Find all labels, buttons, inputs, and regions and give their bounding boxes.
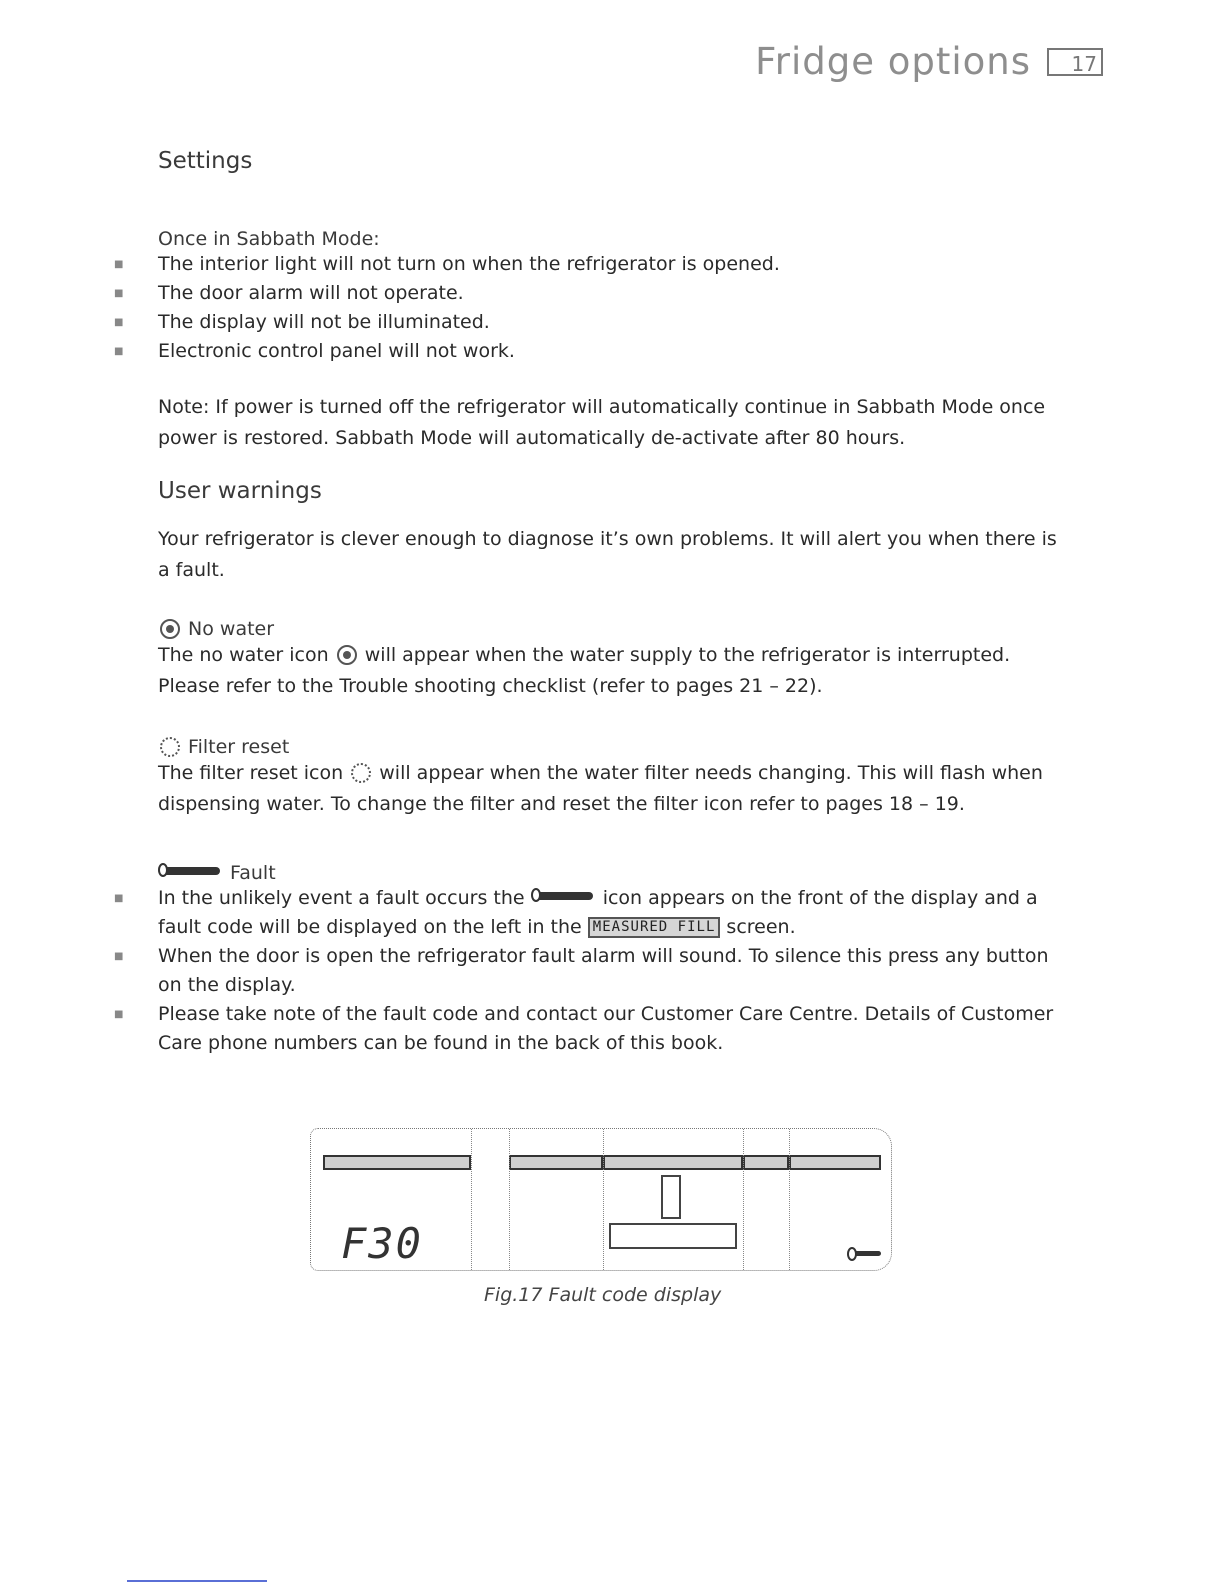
sabbath-list [158,250,1078,366]
settings-heading: Settings [158,148,253,174]
filter-reset-icon [160,737,180,757]
page-header [755,40,1103,83]
note-line: Note: If power is turned off the refrigerator will automatically continue in Sabbath Mode once [158,396,1046,418]
text-run: Please take note of the fault code and contact our Customer Care Centre. Details of Customer [158,1003,1054,1025]
warnings-intro [158,524,1078,586]
display-segment-bar [509,1155,603,1170]
text-run: will appear when the water filter needs changing. This will flash when [379,762,1043,784]
text-line: Please refer to the Trouble shooting checklist (refer to pages 21 – 22). [158,675,823,697]
display-fill-box [609,1223,737,1249]
main-content [158,148,1078,1058]
no-water-icon [337,645,357,665]
text-run: icon appears on the front of the display and a [602,887,1038,909]
display-level-indicator [661,1175,681,1219]
figure-caption: Fig.17 Fault code display [484,1284,722,1306]
list-item [158,1000,1078,1058]
fault-title: Fault [230,862,276,884]
display-divider [603,1129,604,1270]
display-divider [743,1129,744,1270]
list-item: ■ Electronic control panel will not work. [158,337,1078,366]
text-run: will appear when the water supply to the refrigerator is interrupted. [364,644,1011,666]
display-segment-bar [743,1155,789,1170]
no-water-icon [160,619,180,639]
text-run: screen. [726,916,796,938]
filter-reset-title: Filter reset [188,736,290,758]
display-divider [471,1129,472,1270]
text-run: Care phone numbers can be found in the back of this book. [158,1032,724,1054]
text-run: fault code will be displayed on the left in the [158,916,582,938]
text-run: In the unlikely event a fault occurs the [158,887,525,909]
display-divider [789,1129,790,1270]
filter-reset-section [158,736,1078,820]
text-line: dispensing water. To change the filter and reset the filter icon refer to pages 18 – 19. [158,793,965,815]
footer-rule [127,1580,267,1582]
text-run: on the display. [158,974,296,996]
page-number: 17 [1047,48,1103,76]
display-divider [509,1129,510,1270]
text-run: When the door is open the refrigerator fault alarm will sound. To silence this press any button [158,945,1049,967]
list-item: ■ The display will not be illuminated. [158,308,1078,337]
list-item [158,884,1078,942]
fault-code-readout: F30 [341,1219,423,1268]
fault-list [158,884,1078,1058]
fault-section [158,862,1078,1058]
no-water-title: No water [188,618,275,640]
no-water-section [158,618,1078,702]
list-item [158,942,1078,1000]
measured-fill-badge: MEASURED FILL [588,917,721,938]
intro-line: a fault. [158,559,225,581]
list-item: ■ The interior light will not turn on when the refrigerator is opened. [158,250,1078,279]
filter-reset-icon [351,763,371,783]
wrench-icon [162,867,220,875]
sabbath-subheading: Once in Sabbath Mode: [158,228,380,250]
list-item: ■ The door alarm will not operate. [158,279,1078,308]
display-segment-bar [789,1155,881,1170]
text-run: The no water icon [158,644,329,666]
warnings-heading: User warnings [158,478,322,504]
display-segment-bar [603,1155,743,1170]
section-title: Fridge options [755,40,1031,83]
sabbath-note [158,392,1078,454]
wrench-icon [851,1251,881,1256]
intro-line: Your refrigerator is clever enough to diagnose it’s own problems. It will alert you when there is [158,528,1057,550]
wrench-icon [535,892,593,900]
fault-code-display [310,1128,892,1271]
text-run: The filter reset icon [158,762,344,784]
note-line: power is restored. Sabbath Mode will automatically de-activate after 80 hours. [158,427,906,449]
display-segment-bar [323,1155,471,1170]
